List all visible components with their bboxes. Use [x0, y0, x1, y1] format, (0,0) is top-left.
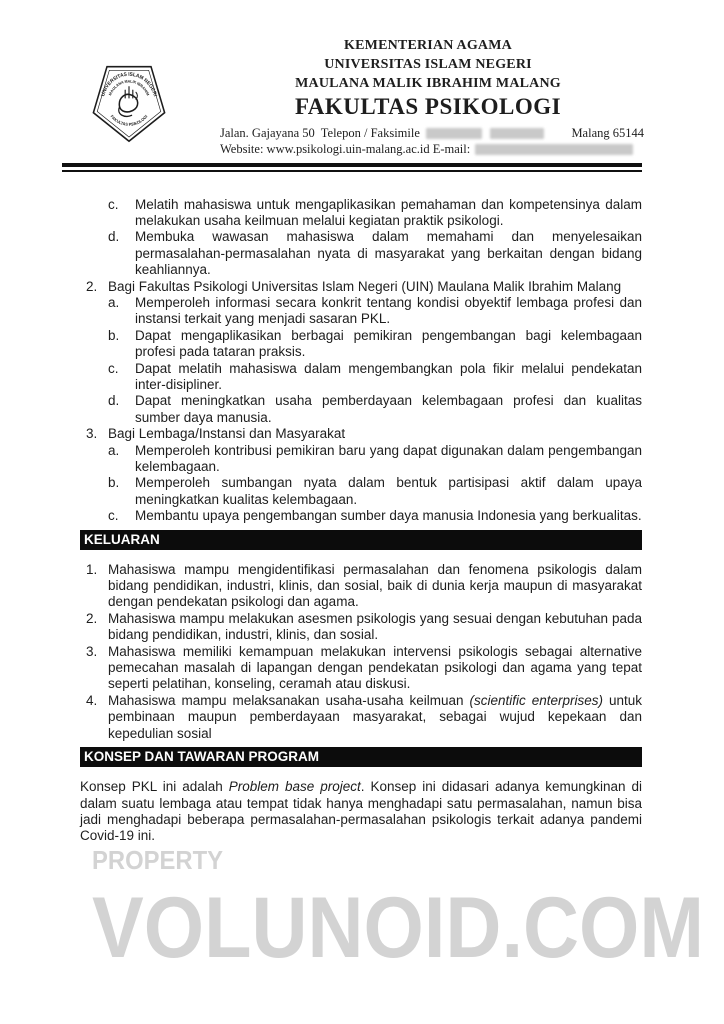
list-item	[108, 295, 642, 328]
list-letter: d.	[108, 229, 120, 245]
list-title: Bagi Fakultas Psikologi Universitas Islam Negeri (UIN) Maulana Malik Ibrahim Malang	[108, 278, 622, 294]
list-letter: c.	[108, 360, 119, 376]
list-text: Memperoleh informasi secara konkrit tentang kondisi obyektif lembaga profesi dan instansi terkait yang menjadi sasaran PKL.	[135, 294, 642, 327]
list-item	[80, 562, 642, 611]
document-body	[80, 197, 642, 845]
list-letter: a.	[108, 442, 120, 458]
list-letter: b.	[108, 475, 120, 491]
list-number: 3.	[86, 426, 98, 442]
list-item	[80, 426, 642, 442]
list-number: 2.	[86, 610, 98, 626]
list-item	[80, 279, 642, 295]
svg-text:PROPERTY: PROPERTY	[92, 845, 223, 875]
list-text: Membantu upaya pengembangan sumber daya manusia Indonesia yang berkualitas.	[135, 508, 642, 524]
section-heading-keluaran	[80, 530, 642, 550]
list-letter: b.	[108, 327, 120, 343]
address-line	[220, 125, 644, 141]
list-number: 2.	[86, 278, 98, 294]
section-heading-label: KELUARAN	[84, 531, 160, 547]
list-item	[108, 443, 642, 476]
letterhead-text	[212, 0, 644, 157]
konsep-paragraph: Konsep PKL ini adalah Problem base project. Konsep ini didasari adanya kemungkinan di dalam suatu lembaga atau tempat tidak hanya menghadapi satu permasalahan, namun bisa jadi menghadapi beberapa permasalahan-permasalahan psikologis terkait adanya pandemi Covid-19 ini.	[80, 779, 642, 844]
list-item	[108, 197, 642, 230]
section-heading-konsep	[80, 747, 642, 767]
website-line	[220, 141, 644, 157]
list-item	[108, 393, 642, 426]
address-street: Jalan. Gajayana 50 Telepon / Faksimile	[220, 126, 420, 140]
list-item	[108, 229, 642, 278]
logo-arc-mid-text: MAULANA MALIK IBRAHIM	[108, 79, 150, 97]
list-letter: a.	[108, 294, 120, 310]
list-text: Dapat mengaplikasikan berbagai pemikiran pengembangan bagi kelembagaan profesi pada tataran praksis.	[135, 327, 642, 360]
list-number: 1.	[86, 561, 98, 577]
list-item	[80, 644, 642, 693]
list-text: Melatih mahasiswa untuk mengaplikasikan pemahaman dan kompetensinya dalam melakukan usaha keilmuan melalui kegiatan praktik psikologi.	[135, 196, 642, 228]
list-item	[108, 328, 642, 361]
address-city: Malang 65144	[571, 126, 644, 140]
section-heading-label: KONSEP DAN TAWARAN PROGRAM	[84, 749, 320, 765]
redacted-telephone-2	[490, 128, 544, 139]
letterhead-divider	[62, 163, 642, 172]
address-block	[212, 125, 644, 157]
logo-arc-top-text: UNIVERSITAS ISLAM NEGERI	[100, 71, 158, 98]
list-number: 4.	[86, 692, 98, 708]
list-text: Memperoleh sumbangan nyata dalam bentuk partisipasi aktif dalam upaya meningkatkan kualitas kelembagaan.	[135, 475, 642, 507]
list-item	[108, 508, 642, 524]
list-item	[80, 611, 642, 644]
list-text: Mahasiswa mampu melakukan asesmen psikologis yang sesuai dengan kebutuhan pada bidang pendidikan, industri, klinis, dan sosial.	[108, 610, 642, 643]
list-text: Memperoleh kontribusi pemikiran baru yang dapat digunakan dalam pengembangan kelembagaan.	[135, 442, 642, 474]
list-text: Dapat meningkatkan usaha pemberdayaan kelembagaan profesi dan kualitas sumber daya manusia.	[135, 393, 642, 425]
list-item	[108, 361, 642, 394]
list-text: Mahasiswa mampu melaksanakan usaha-usaha keilmuan (scientific enterprises) untuk pembinaan maupun pemberdayaan masyarakat, sebagai wujud kepekaan dan kepedulian sosial	[108, 692, 643, 741]
list-text: Mahasiswa memiliki kemampuan melakukan intervensi psikologis sebagai alternative pemecahan masalah di lapangan dengan pendekatan psikologi dan agama yang tepat seperti pelatihan, konseling, ceramah atau diskusi.	[108, 643, 642, 692]
list-text: Mahasiswa mampu mengidentifikasi permasalahan dan fenomena psikologis dalam bidang pendidikan, industri, klinis, dan sosial, baik di dunia kerja maupun di masyarakat dengan pendekatan psikologi dan agama.	[108, 561, 642, 610]
redacted-email	[475, 144, 633, 155]
redacted-telephone-1	[426, 128, 482, 139]
university-logo-icon	[89, 56, 169, 144]
list-title: Bagi Lembaga/Instansi dan Masyarakat	[108, 426, 346, 442]
svg-text:VOLUNOID.COM: VOLUNOID.COM	[92, 891, 704, 963]
watermark-volunoid	[92, 891, 710, 963]
list-text: Membuka wawasan mahasiswa dalam memahami dan menyelesaikan permasalahan-permasalahan nyata di masyarakat yang berkaitan dengan bidang keahliannya.	[135, 229, 642, 278]
logo-arc-bottom-text: FAKULTAS PSIKOLOGI	[109, 113, 149, 127]
campus-name: MAULANA MALIK IBRAHIM MALANG	[295, 76, 561, 91]
list-item	[80, 693, 642, 742]
university-name: UNIVERSITAS ISLAM NEGERI	[324, 57, 532, 72]
list-text: Dapat melatih mahasiswa dalam mengembangkan pola fikir melalui pendekatan inter-disipliner.	[135, 360, 642, 392]
watermark-property	[92, 845, 232, 877]
website-email-text: Website: www.psikologi.uin-malang.ac.id E-mail:	[220, 142, 471, 156]
list-letter: d.	[108, 393, 120, 409]
faculty-name: FAKULTAS PSIKOLOGI	[294, 94, 562, 119]
ministry-name: KEMENTERIAN AGAMA	[344, 38, 512, 53]
list-letter: c.	[108, 196, 119, 212]
calligraphy-icon	[119, 87, 138, 117]
letterhead	[0, 0, 724, 163]
list-number: 3.	[86, 643, 98, 659]
list-item	[108, 475, 642, 508]
list-letter: c.	[108, 508, 119, 524]
